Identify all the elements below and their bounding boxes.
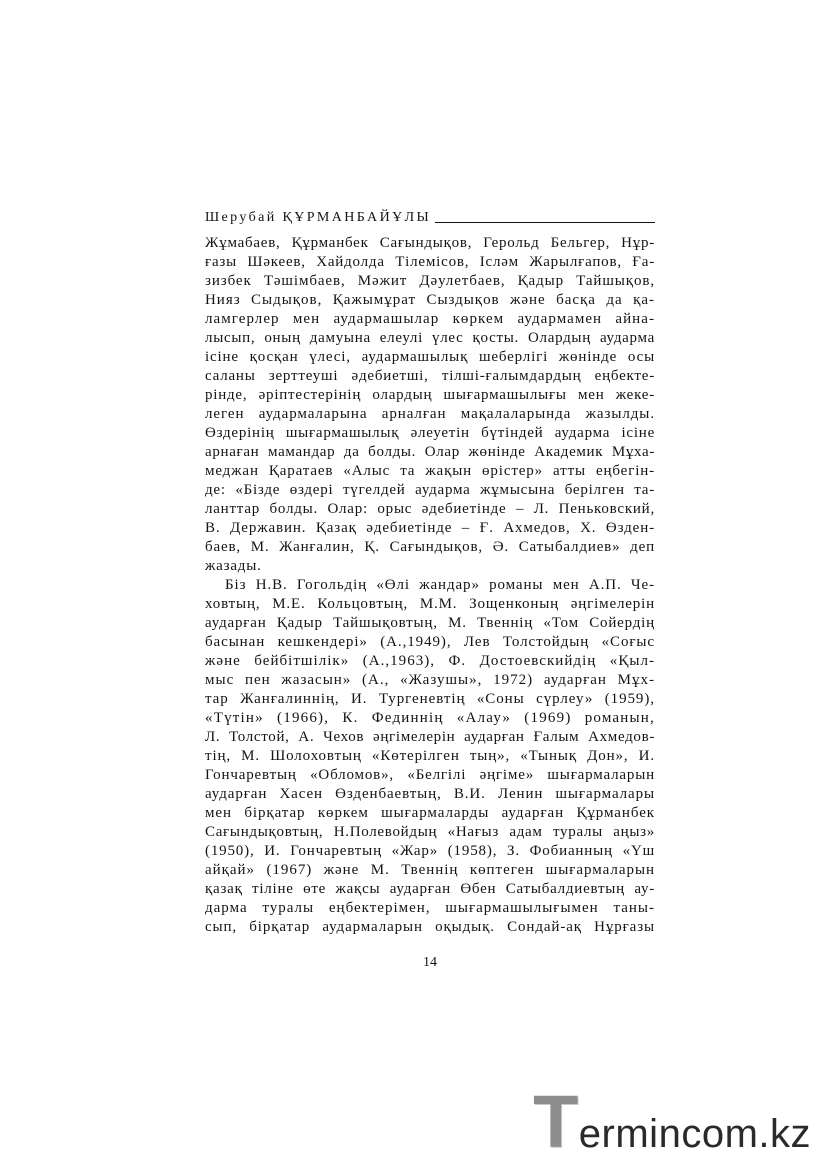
text-line: ісіне қосқан үлесі, аудармашылық шеберлігі жөнінде осы xyxy=(205,349,655,365)
text-line: баев, М. Жанғалин, Қ. Сағындықов, Ә. Сатыбалдиев» деп xyxy=(205,539,655,555)
text-line: мен бірқатар көркем шығармаларды аударған Құрманбек xyxy=(205,805,655,821)
text-line: ғазы Шәкеев, Хайдолда Тілемісов, Ісләм Жарылғапов, Ға- xyxy=(205,254,655,270)
watermark-logo: Termincom.kz xyxy=(533,1080,811,1163)
text-line: аударған Қадыр Тайшықовтың, М. Твеннің «Том Сойердің xyxy=(205,615,655,631)
text-line: де: «Бізде өздері түгелдей аударма жұмысына берілген та- xyxy=(205,482,655,498)
paragraph xyxy=(205,234,655,576)
paragraph xyxy=(205,576,655,937)
text-line: ховтың, М.Е. Кольцовтың, М.М. Зощенконың әңгімелерін xyxy=(205,596,655,612)
text-line: Нияз Сыдықов, Қажымұрат Сыздықов және басқа да қа- xyxy=(205,292,655,308)
page-number: 14 xyxy=(423,955,437,970)
text-line: тің, М. Шолоховтың «Көтерілген тың», «Тынық Дон», И. xyxy=(205,748,655,764)
text-line: басынан кешкендері» (А.,1949), Лев Толстойдың «Соғыс xyxy=(205,634,655,650)
text-line: дарма туралы еңбектерімен, шығармашылығымен таны- xyxy=(205,900,655,916)
text-line: «Түтін» (1966), К. Фединнің «Алау» (1969) романын, xyxy=(205,710,655,726)
running-header xyxy=(205,209,655,227)
text-line: Л. Толстой, А. Чехов әңгімелерін аударған Ғалым Ахмедов- xyxy=(205,729,655,745)
text-line: В. Державин. Қазақ әдебиетінде – Ғ. Ахмедов, Х. Өзден- xyxy=(205,520,655,536)
text-line: зизбек Тәшімбаев, Мәжит Дәулетбаев, Қадыр Тайшықов, xyxy=(205,273,655,289)
text-line: жазады. xyxy=(205,558,262,574)
body-text xyxy=(205,234,655,937)
text-line: аударған Хасен Өзденбаевтың, В.И. Ленин шығармалары xyxy=(205,786,655,802)
text-line: арнаған мамандар да болды. Олар жөнінде Академик Мұха- xyxy=(205,444,655,460)
text-line: Сағындықовтың, Н.Полевойдың «Нағыз адам туралы аңыз» xyxy=(205,824,655,840)
text-line: Гончаревтың «Обломов», «Белгілі әңгіме» шығармаларын xyxy=(205,767,655,783)
header-rule xyxy=(435,222,655,223)
author-name: Шерубай ҚҰРМАНБАЙҰЛЫ xyxy=(205,210,432,225)
text-line: Біз Н.В. Гогольдің «Өлі жандар» романы мен А.П. Че- xyxy=(225,577,655,593)
text-line: ланттар болды. Олар: орыс әдебиетінде – Л. Пеньковский, xyxy=(205,501,655,517)
text-line: және бейбітшілік» (А.,1963), Ф. Достоевскийдің «Қыл- xyxy=(205,653,655,669)
text-line: сып, бірқатар аудармаларын оқыдық. Сондай-ақ Нұрғазы xyxy=(205,919,655,935)
text-line: Жұмабаев, Құрманбек Сағындықов, Герольд Бельгер, Нұр- xyxy=(205,235,655,251)
text-line: рінде, әріптестерінің олардың шығармашылығы мен жеке- xyxy=(205,387,655,403)
text-line: (1950), И. Гончаревтың «Жар» (1958), З. Фобианның «Үш xyxy=(205,843,655,859)
text-line: тар Жанғалиннің, И. Тургеневтің «Соны сүрлеу» (1959), xyxy=(205,691,655,707)
text-line: лысып, оның дамуына елеулі үлес қосты. Олардың аударма xyxy=(205,330,655,346)
text-line: қазақ тіліне өте жақсы аударған Өбен Сатыбалдиевтың ау- xyxy=(205,881,655,897)
text-line: мыс пен жазасын» (А., «Жазушы», 1972) аударған Мұх- xyxy=(205,672,655,688)
text-line: айқай» (1967) және М. Твеннің көптеген шығармаларын xyxy=(205,862,655,878)
text-line: меджан Қаратаев «Алыс та жақын өрістер» атты еңбегін- xyxy=(205,463,655,479)
text-line: саланы зерттеуші әдебиетші, тілші-ғалымдардың еңбекте- xyxy=(205,368,655,384)
text-line: леген аудармаларына арналған мақалаларында жазылды. xyxy=(205,406,655,422)
text-line: ламгерлер мен аудармашылар көркем аудармамен айна- xyxy=(205,311,655,327)
text-line: Өздерінің шығармашылық әлеуетін бүтіндей аударма ісіне xyxy=(205,425,655,441)
